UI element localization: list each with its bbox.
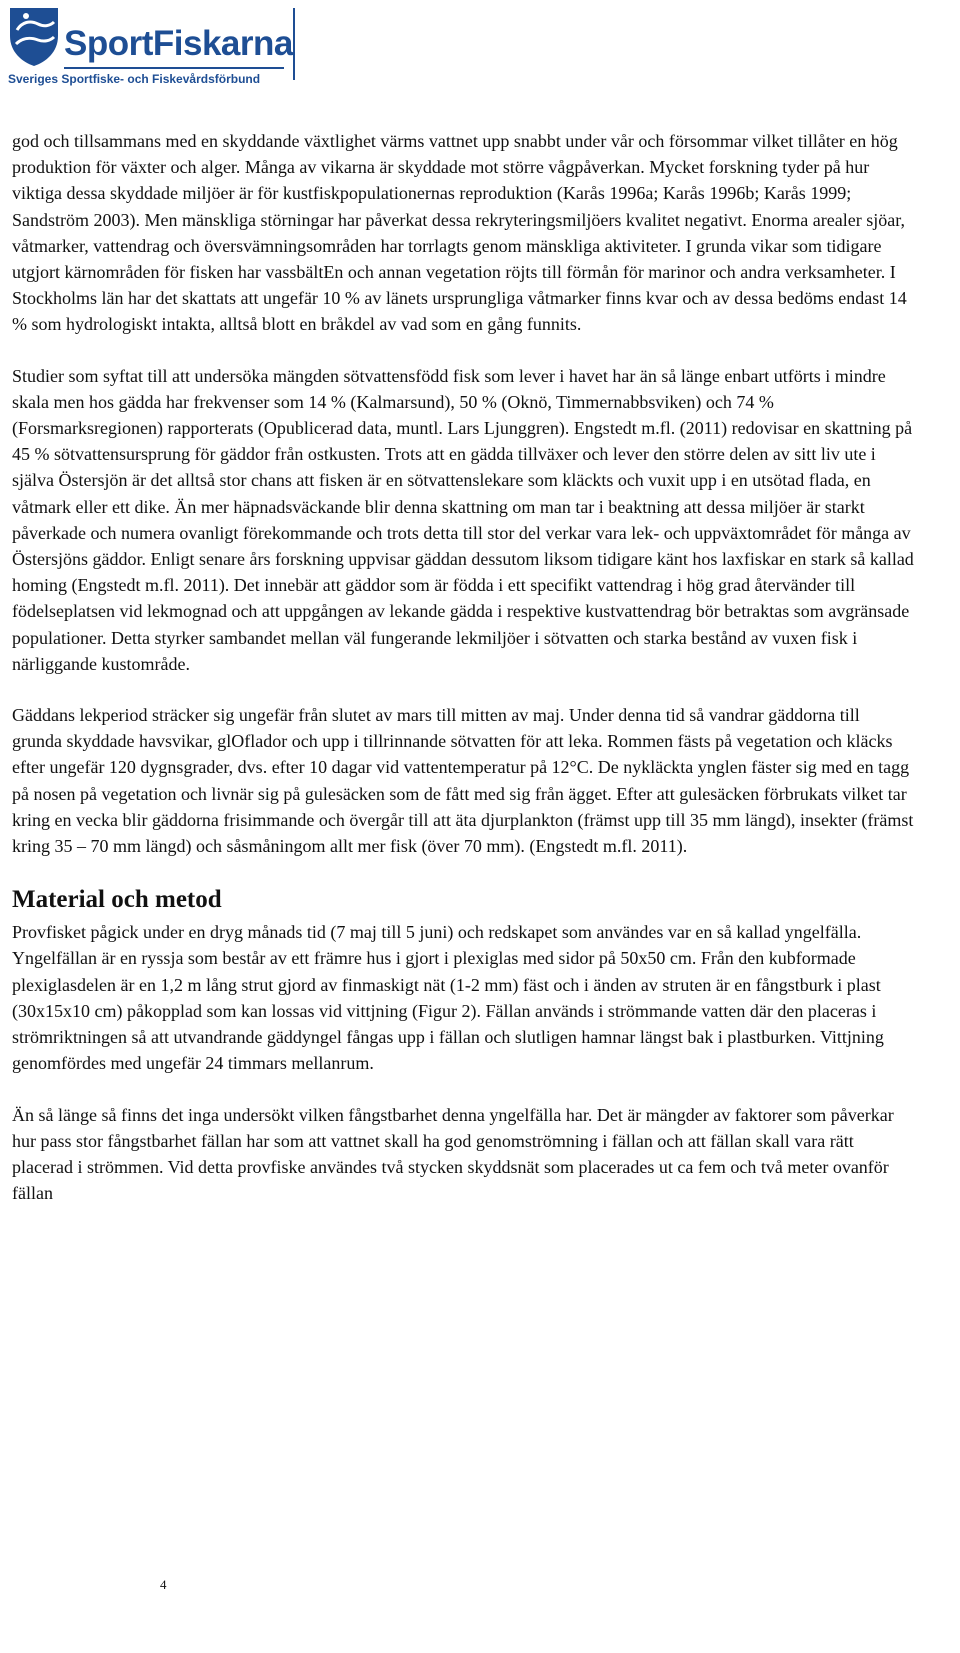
brand-name: SportFiskarna	[64, 24, 293, 63]
sportfiskarna-logo	[8, 6, 298, 86]
logo-divider	[293, 8, 295, 80]
body-paragraph-1: god och tillsammans med en skyddande växtlighet värms vattnet upp snabbt under vår och försommar vilket tillåter en hög produktion för växter och alger. Många av vikarna är skyddade mot större vågpåverkan. Mycket forskning tyder på hur viktiga dessa skyddade miljöer är för kustfiskpopulationernas reproduktion (Karås 1996a; Karås 1996b; Karås 1999; Sandström 2003). Men mänskliga störningar har påverkat dessa rekryteringsmiljöers kvalitet negativt. Enorma arealer sjöar, våtmarker, vattendrag och översvämningsområden har torrlagts genom mänskliga aktiviteter. I grunda vikar som tidigare utgjort kärnområden för fisken har vassbältEn och annan vegetation röjts till förmån för marinor och andra verksamheter. I Stockholms län har det skattats att ungefär 10 % av länets ursprungliga våtmarker finns kvar och av dessa bedöms endast 14 % som hydrologiskt intakta, alltså blott en bråkdel av vad som en gång funnits.	[12, 131, 907, 335]
page-number: 4	[160, 1577, 167, 1592]
document-body	[12, 128, 914, 1231]
logo-rule	[64, 67, 284, 69]
section-heading: Material och metod	[12, 886, 222, 914]
body-paragraph-3: Gäddans lekperiod sträcker sig ungefär från slutet av mars till mitten av maj. Under denna tid så vandrar gäddorna till grunda skyddade havsvikar, glOflador och upp i tillrinnande sötvatten för att leka. Rommen fästs på vegetation och kläcks efter ungefär 120 dygnsgrader, dvs. efter 10 dagar vid vattentemperatur på 12°C. De nykläckta ynglen fäster sig med en tagg på nosen på vegetation och livnär sig på gulesäcken som de fått med sig från ägget. Efter att gulesäcken förbrukats vilket tar kring en vecka blir gäddorna frisimmande och övergår till att äta djurplankton (främst upp till 35 mm längd), insekter (främst kring 35 – 70 mm längd) och såsmåningom allt mer fisk (över 70 mm). (Engstedt m.fl. 2011).	[12, 705, 914, 857]
sportfiskarna-logo-icon	[8, 6, 60, 68]
section-paragraph-1: Provfisket pågick under en dryg månads tid (7 maj till 5 juni) och redskapet som användes var en så kallad yngelfälla. Yngelfällan är en ryssja som består av ett främre hus i gjort i plexiglas med sidor på 50x50 cm. Från den kubformade plexiglasdelen är en 1,2 m lång strut gjord av finmaskigt nät (1-2 mm) fäst och i änden av struten är en fångstburk i plast (30x15x10 cm) påkopplad som kan lossas vid vittjning (Figur 2). Fällan används i strömmande vatten där den placeras i strömriktningen så att utvandrande gäddyngel fångas upp i fällan och slutligen hamnar längst bak i plastburken. Vittjning genomfördes med ungefär 24 timmars mellanrum.	[12, 922, 884, 1074]
brand-tagline: Sveriges Sportfiske- och Fiskevårdsförbund	[8, 72, 261, 86]
body-paragraph-2: Studier som syftat till att undersöka mängden sötvattensfödd fisk som lever i havet har än så länge enbart utförts i mindre skala men hos gädda har frekvenser som 14 % (Kalmarsund), 50 % (Oknö, Timmernabbsviken) och 74 % (Forsmarksregionen) rapporterats (Opublicerad data, muntl. Lars Ljunggren). Engstedt m.fl. (2011) redovisar en skattning på 45 % sötvattensursprung för gäddor från ostkusten. Trots att en gädda tillväxer och lever den större delen av sitt liv ute i själva Östersjön är det alltså stor chans att fisken är en sötvattenslekare som kläckts och vuxit upp i en utsötad flada, en våtmark eller ett dike. Än mer häpnadsväckande blir denna skattning om man tar i beaktning att dessa miljöer är starkt påverkade och numera ovanligt förekommande och trots detta till stor del verkar vara lek- och uppväxtområdet för många av Östersjöns gäddor. Enligt senare års forskning uppvisar gäddan dessutom liksom tidigare känt hos laxfiskar en stark så kallad homing (Engstedt m.fl. 2011). Det innebär att gäddor som är födda i ett specifikt vattendrag i hög grad återvänder till födelseplatsen vid lekmognad och att uppgången av lekande gädda i respektive kustvattendrag bör betraktas som avgränsade populationer. Detta styrker sambandet mellan väl fungerande lekmiljöer i sötvatten och starka bestånd av vuxen fisk i närliggande kustområde.	[12, 365, 914, 674]
section-paragraph-2: Än så länge så finns det inga undersökt vilken fångstbarhet denna yngelfälla har. Det är mängder av faktorer som påverkar hur pass stor fångstbarhet fällan har som att vattnet skall ha god genomströmning i fällan och att fällan skall vara rätt placerad i strömmen. Vid detta provfiske användes två stycken skyddsnät som placerades ut ca fem och två meter ovanför fällan	[12, 1104, 894, 1204]
